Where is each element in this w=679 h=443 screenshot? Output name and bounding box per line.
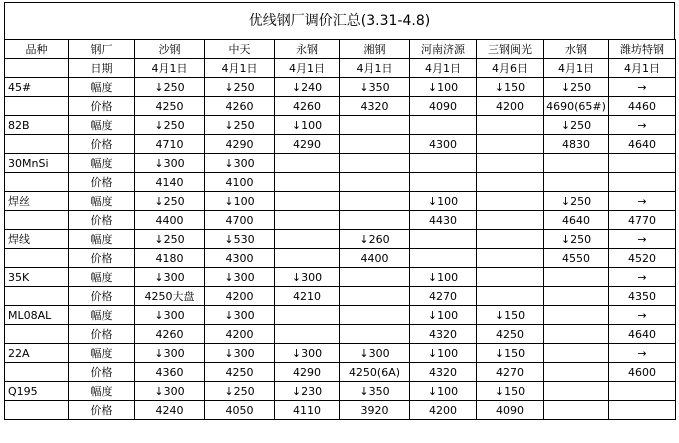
value-cell: ↓250 bbox=[135, 230, 205, 249]
product-cell: 焊线 bbox=[5, 230, 69, 249]
value-cell: 4320 bbox=[410, 363, 477, 382]
value-cell: 4290 bbox=[275, 363, 340, 382]
product-cell bbox=[5, 97, 69, 116]
table-row bbox=[5, 382, 676, 401]
field-label-cell: 幅度 bbox=[69, 154, 135, 173]
product-cell bbox=[5, 287, 69, 306]
value-cell: ↓100 bbox=[410, 78, 477, 97]
header-cell: 品种 bbox=[5, 40, 69, 59]
value-cell bbox=[477, 211, 544, 230]
value-cell: ↓250 bbox=[205, 382, 275, 401]
value-cell: ↓300 bbox=[135, 382, 205, 401]
value-cell: 4200 bbox=[477, 97, 544, 116]
value-cell: ↓300 bbox=[275, 268, 340, 287]
field-label-cell: 日期 bbox=[69, 59, 135, 78]
value-cell: 3920 bbox=[340, 401, 410, 420]
value-cell: ↓300 bbox=[135, 344, 205, 363]
value-cell: 4月1日 bbox=[410, 59, 477, 78]
value-cell: → bbox=[609, 306, 676, 325]
value-cell: 4270 bbox=[410, 287, 477, 306]
value-cell: 4710 bbox=[135, 135, 205, 154]
value-cell: 4110 bbox=[275, 401, 340, 420]
value-cell: ↓250 bbox=[135, 78, 205, 97]
table-row bbox=[5, 249, 676, 268]
value-cell: 4250 bbox=[205, 363, 275, 382]
product-cell bbox=[5, 211, 69, 230]
field-label-cell: 价格 bbox=[69, 97, 135, 116]
header-cell: 中天 bbox=[205, 40, 275, 59]
table-body bbox=[5, 59, 676, 420]
value-cell bbox=[275, 154, 340, 173]
value-cell: 4月1日 bbox=[609, 59, 676, 78]
field-label-cell: 价格 bbox=[69, 325, 135, 344]
value-cell: ↓350 bbox=[340, 382, 410, 401]
price-summary-sheet bbox=[4, 2, 675, 420]
price-table bbox=[4, 39, 676, 420]
value-cell bbox=[340, 135, 410, 154]
value-cell: 4300 bbox=[205, 249, 275, 268]
value-cell bbox=[340, 325, 410, 344]
value-cell: 4320 bbox=[410, 325, 477, 344]
value-cell: 4250 bbox=[135, 97, 205, 116]
value-cell bbox=[275, 249, 340, 268]
value-cell: → bbox=[609, 344, 676, 363]
value-cell: 4350 bbox=[609, 287, 676, 306]
table-row bbox=[5, 363, 676, 382]
value-cell bbox=[544, 325, 609, 344]
value-cell bbox=[340, 116, 410, 135]
field-label-cell: 幅度 bbox=[69, 230, 135, 249]
sheet-title: 优线钢厂调价汇总(3.31-4.8) bbox=[4, 2, 675, 39]
field-label-cell: 价格 bbox=[69, 211, 135, 230]
value-cell: 4400 bbox=[340, 249, 410, 268]
table-row bbox=[5, 135, 676, 154]
header-cell: 三钢闽光 bbox=[477, 40, 544, 59]
value-cell: 4640 bbox=[609, 325, 676, 344]
value-cell bbox=[544, 401, 609, 420]
value-cell: 4250 bbox=[477, 325, 544, 344]
value-cell: 4690(65#) bbox=[544, 97, 609, 116]
product-cell: 22A bbox=[5, 344, 69, 363]
table-row bbox=[5, 78, 676, 97]
field-label-cell: 幅度 bbox=[69, 344, 135, 363]
value-cell bbox=[544, 363, 609, 382]
value-cell: ↓300 bbox=[135, 154, 205, 173]
product-cell bbox=[5, 135, 69, 154]
value-cell: ↓300 bbox=[205, 268, 275, 287]
value-cell: ↓250 bbox=[135, 116, 205, 135]
value-cell: 4090 bbox=[410, 97, 477, 116]
product-cell bbox=[5, 249, 69, 268]
value-cell bbox=[477, 116, 544, 135]
product-cell: 35K bbox=[5, 268, 69, 287]
value-cell bbox=[477, 192, 544, 211]
value-cell: ↓150 bbox=[477, 382, 544, 401]
value-cell bbox=[410, 116, 477, 135]
value-cell: 4360 bbox=[135, 363, 205, 382]
value-cell bbox=[544, 154, 609, 173]
value-cell bbox=[340, 192, 410, 211]
table-row bbox=[5, 116, 676, 135]
value-cell: 4260 bbox=[205, 97, 275, 116]
value-cell: 4260 bbox=[135, 325, 205, 344]
value-cell: ↓300 bbox=[135, 268, 205, 287]
value-cell: ↓300 bbox=[205, 306, 275, 325]
product-cell bbox=[5, 325, 69, 344]
value-cell: → bbox=[609, 230, 676, 249]
value-cell: 4140 bbox=[135, 173, 205, 192]
value-cell: 4830 bbox=[544, 135, 609, 154]
value-cell: ↓530 bbox=[205, 230, 275, 249]
header-cell: 潍坊特钢 bbox=[609, 40, 676, 59]
value-cell: 4240 bbox=[135, 401, 205, 420]
value-cell: 4月1日 bbox=[205, 59, 275, 78]
value-cell bbox=[340, 173, 410, 192]
value-cell bbox=[609, 382, 676, 401]
value-cell: ↓100 bbox=[410, 382, 477, 401]
value-cell: ↓300 bbox=[205, 154, 275, 173]
value-cell: ↓250 bbox=[205, 78, 275, 97]
value-cell: 4770 bbox=[609, 211, 676, 230]
field-label-cell: 幅度 bbox=[69, 306, 135, 325]
value-cell: → bbox=[609, 192, 676, 211]
value-cell: ↓350 bbox=[340, 78, 410, 97]
value-cell: 4290 bbox=[205, 135, 275, 154]
value-cell: 4100 bbox=[205, 173, 275, 192]
table-row bbox=[5, 306, 676, 325]
field-label-cell: 价格 bbox=[69, 287, 135, 306]
value-cell bbox=[544, 344, 609, 363]
product-cell bbox=[5, 173, 69, 192]
value-cell bbox=[340, 287, 410, 306]
value-cell bbox=[477, 249, 544, 268]
value-cell: ↓100 bbox=[410, 268, 477, 287]
value-cell: ↓100 bbox=[205, 192, 275, 211]
value-cell: 4260 bbox=[275, 97, 340, 116]
value-cell: ↓150 bbox=[477, 306, 544, 325]
field-label-cell: 幅度 bbox=[69, 116, 135, 135]
table-row bbox=[5, 154, 676, 173]
value-cell bbox=[544, 382, 609, 401]
table-row bbox=[5, 211, 676, 230]
value-cell: ↓150 bbox=[477, 344, 544, 363]
field-label-cell: 幅度 bbox=[69, 192, 135, 211]
field-label-cell: 幅度 bbox=[69, 268, 135, 287]
product-cell: ML08AL bbox=[5, 306, 69, 325]
field-label-cell: 价格 bbox=[69, 173, 135, 192]
value-cell: ↓230 bbox=[275, 382, 340, 401]
product-cell bbox=[5, 401, 69, 420]
value-cell: ↓250 bbox=[135, 192, 205, 211]
product-cell bbox=[5, 59, 69, 78]
table-row bbox=[5, 287, 676, 306]
header-cell: 钢厂 bbox=[69, 40, 135, 59]
value-cell: 4400 bbox=[135, 211, 205, 230]
value-cell: ↓300 bbox=[275, 344, 340, 363]
value-cell: 4250(6A) bbox=[340, 363, 410, 382]
value-cell: → bbox=[609, 78, 676, 97]
value-cell: 4290 bbox=[275, 135, 340, 154]
value-cell bbox=[477, 135, 544, 154]
header-row bbox=[5, 40, 676, 59]
value-cell: 4270 bbox=[477, 363, 544, 382]
value-cell: 4200 bbox=[205, 287, 275, 306]
value-cell bbox=[340, 211, 410, 230]
value-cell bbox=[544, 287, 609, 306]
product-cell: 82B bbox=[5, 116, 69, 135]
value-cell: ↓250 bbox=[544, 192, 609, 211]
value-cell: ↓150 bbox=[477, 78, 544, 97]
header-cell: 湘钢 bbox=[340, 40, 410, 59]
value-cell: ↓260 bbox=[340, 230, 410, 249]
value-cell bbox=[609, 173, 676, 192]
value-cell: 4200 bbox=[410, 401, 477, 420]
value-cell: ↓100 bbox=[410, 344, 477, 363]
value-cell: 4月1日 bbox=[135, 59, 205, 78]
value-cell: 4月6日 bbox=[477, 59, 544, 78]
field-label-cell: 价格 bbox=[69, 401, 135, 420]
field-label-cell: 价格 bbox=[69, 363, 135, 382]
value-cell: 4520 bbox=[609, 249, 676, 268]
value-cell: ↓250 bbox=[205, 116, 275, 135]
value-cell bbox=[275, 306, 340, 325]
table-row bbox=[5, 344, 676, 363]
value-cell bbox=[340, 306, 410, 325]
field-label-cell: 幅度 bbox=[69, 78, 135, 97]
value-cell: 4090 bbox=[477, 401, 544, 420]
table-row bbox=[5, 401, 676, 420]
value-cell: 4月1日 bbox=[340, 59, 410, 78]
table-row bbox=[5, 59, 676, 78]
value-cell bbox=[544, 268, 609, 287]
product-cell: Q195 bbox=[5, 382, 69, 401]
value-cell: 4550 bbox=[544, 249, 609, 268]
value-cell bbox=[340, 268, 410, 287]
value-cell bbox=[544, 173, 609, 192]
table-row bbox=[5, 192, 676, 211]
product-cell: 30MnSi bbox=[5, 154, 69, 173]
value-cell: 4460 bbox=[609, 97, 676, 116]
value-cell bbox=[609, 154, 676, 173]
value-cell: 4050 bbox=[205, 401, 275, 420]
header-cell: 河南济源 bbox=[410, 40, 477, 59]
value-cell: 4300 bbox=[410, 135, 477, 154]
value-cell bbox=[477, 287, 544, 306]
value-cell: 4180 bbox=[135, 249, 205, 268]
value-cell: → bbox=[609, 116, 676, 135]
value-cell: ↓250 bbox=[544, 78, 609, 97]
value-cell: 4700 bbox=[205, 211, 275, 230]
field-label-cell: 价格 bbox=[69, 249, 135, 268]
value-cell: 4月1日 bbox=[544, 59, 609, 78]
value-cell: ↓300 bbox=[135, 306, 205, 325]
value-cell: 4600 bbox=[609, 363, 676, 382]
table-row bbox=[5, 230, 676, 249]
value-cell: ↓100 bbox=[275, 116, 340, 135]
value-cell bbox=[275, 230, 340, 249]
header-cell: 水钢 bbox=[544, 40, 609, 59]
value-cell bbox=[410, 249, 477, 268]
value-cell: 4640 bbox=[609, 135, 676, 154]
value-cell: 4200 bbox=[205, 325, 275, 344]
table-row bbox=[5, 268, 676, 287]
header-cell: 沙钢 bbox=[135, 40, 205, 59]
value-cell bbox=[275, 192, 340, 211]
value-cell bbox=[477, 154, 544, 173]
value-cell: ↓250 bbox=[544, 230, 609, 249]
table-row bbox=[5, 325, 676, 344]
table-row bbox=[5, 97, 676, 116]
value-cell: 4210 bbox=[275, 287, 340, 306]
value-cell: 4640 bbox=[544, 211, 609, 230]
value-cell bbox=[477, 173, 544, 192]
value-cell bbox=[410, 154, 477, 173]
value-cell bbox=[410, 230, 477, 249]
product-cell: 焊丝 bbox=[5, 192, 69, 211]
value-cell: ↓100 bbox=[410, 306, 477, 325]
value-cell bbox=[275, 211, 340, 230]
value-cell bbox=[410, 173, 477, 192]
value-cell bbox=[275, 325, 340, 344]
field-label-cell: 价格 bbox=[69, 135, 135, 154]
value-cell: 4月1日 bbox=[275, 59, 340, 78]
value-cell: ↓100 bbox=[410, 192, 477, 211]
value-cell: 4250大盘 bbox=[135, 287, 205, 306]
value-cell: 4430 bbox=[410, 211, 477, 230]
value-cell: 4320 bbox=[340, 97, 410, 116]
value-cell bbox=[609, 401, 676, 420]
value-cell: ↓240 bbox=[275, 78, 340, 97]
table-row bbox=[5, 173, 676, 192]
field-label-cell: 幅度 bbox=[69, 382, 135, 401]
value-cell bbox=[544, 306, 609, 325]
value-cell: ↓300 bbox=[205, 344, 275, 363]
product-cell bbox=[5, 363, 69, 382]
value-cell: ↓300 bbox=[340, 344, 410, 363]
value-cell: → bbox=[609, 268, 676, 287]
value-cell: ↓250 bbox=[544, 116, 609, 135]
product-cell: 45# bbox=[5, 78, 69, 97]
header-cell: 永钢 bbox=[275, 40, 340, 59]
value-cell bbox=[477, 268, 544, 287]
value-cell bbox=[340, 154, 410, 173]
value-cell bbox=[275, 173, 340, 192]
value-cell bbox=[477, 230, 544, 249]
